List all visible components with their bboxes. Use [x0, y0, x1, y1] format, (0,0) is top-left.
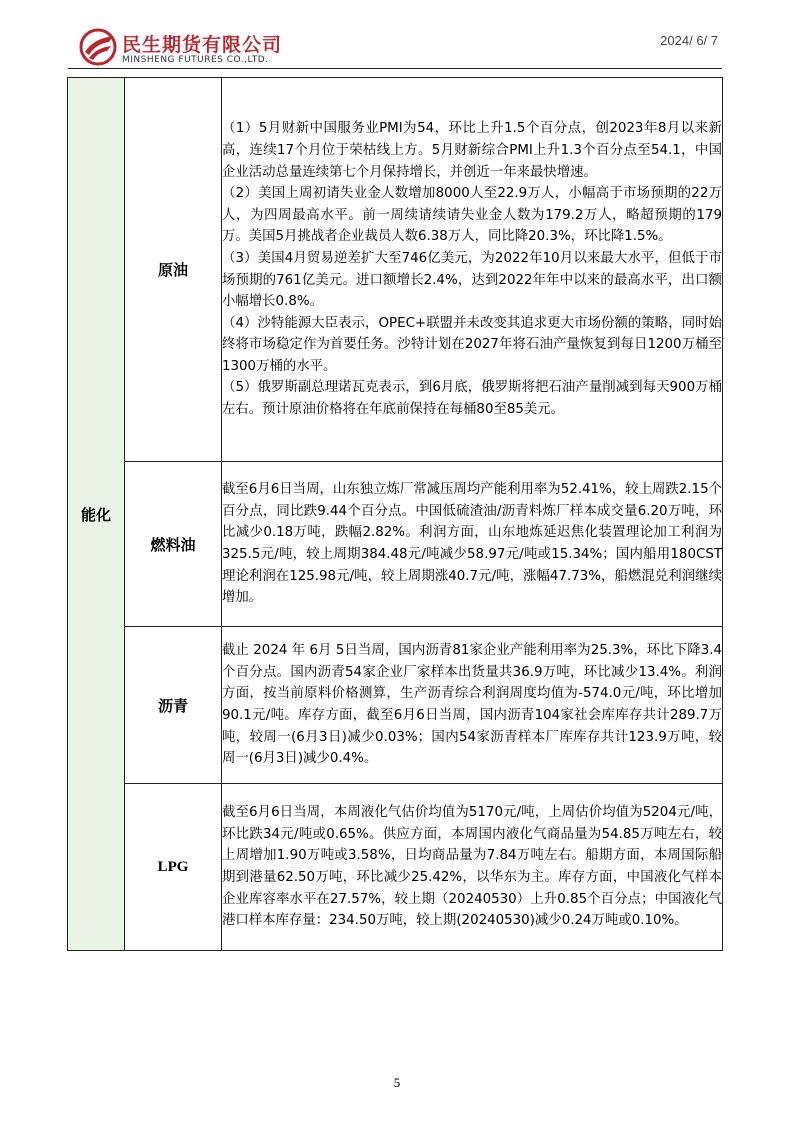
table-row [68, 78, 723, 462]
commodity-content [222, 78, 723, 462]
company-name-cn: 民生期货有限公司 [122, 34, 283, 56]
paragraph: （3）美国4月贸易逆差扩大至746亿美元，为2022年10月以来最大水平，但低于市场预期的761亿美元。进口额增长2.4%，达到2022年年中以来的最高水平，出口额小幅增长0.8%。 [222, 250, 722, 310]
commodity-content [222, 462, 723, 627]
category-label: 能化 [80, 505, 111, 524]
table-row [68, 462, 723, 627]
paragraph: （4）沙特能源大臣表示，OPEC+联盟并未改变其追求更大市场份额的策略，同时始终将市场稳定作为首要任务。沙特计划在2027年将石油产量恢复到每日1200万桶至1300万桶的水平。 [222, 315, 722, 374]
header-divider [68, 68, 722, 69]
paragraph: 截止 2024 年 6月 5日当周，国内沥青81家企业产能利用率为25.3%，环比下降3.4个百分点。国内沥青54家企业厂家样本出货量共36.9万吨，环比减少13.4%。利润方面，按当前原料价格测算，生产沥青综合利润周度均值为-574.0元/吨，环比增加90.1元/吨。库存方面，截至6月6日当周，国内沥青104家社会库库存共计289.7万吨，较周一(6月3日)减少0.03%；国内54家沥青样本厂库库存共计123.9万吨，较周一(6月3日)减少0.4%。 [222, 643, 722, 767]
commodity-name: 沥青 [125, 627, 222, 784]
table-row [68, 627, 723, 784]
commodity-name: 燃料油 [125, 462, 222, 627]
commodity-content [222, 784, 723, 951]
paragraph: （2）美国上周初请失业金人数增加8000人至22.9万人，小幅高于市场预期的22万人，为四周最高水平。前一周续请续请失业金人数为179.2万人，略超预期的179万。美国5月挑战者企业裁员人数6.38万人，同比降20.3%，环比降1.5%。 [222, 186, 722, 245]
paragraph: 截至6月6日当周，山东独立炼厂常减压周均产能利用率为52.41%，较上周跌2.15个百分点，同比跌9.44个百分点。中国低硫渣油/沥青料炼厂样本成交量6.20万吨，环比减少0.18万吨，跌幅2.82%。利润方面，山东地炼延迟焦化装置理论加工利润为325.5元/吨，较上周期384.48元/吨减少58.97元/吨或15.34%；国内船用180CST理论利润在125.98元/吨，较上周期涨40.7元/吨，涨幅47.73%，船燃混兑利润继续增加。 [222, 482, 722, 606]
table-row [68, 784, 723, 951]
report-date: 2024/ 6/ 7 [660, 33, 718, 48]
commodity-table [67, 77, 723, 951]
category-cell [68, 78, 125, 951]
commodity-name: LPG [125, 784, 222, 951]
page-header [0, 0, 794, 70]
page-number: 5 [393, 1075, 401, 1090]
paragraph: （5）俄罗斯副总理诺瓦克表示，到6月底，俄罗斯将把石油产量削减到每天900万桶左右。预计原油价格将在年底前保持在每桶80至85美元。 [222, 380, 722, 418]
company-logo-icon [79, 28, 117, 66]
paragraph: 截至6月6日当周，本周液化气估价均值为5170元/吨，上周估价均值为5204元/吨，环比跌34元/吨或0.65%。供应方面，本周国内液化气商品量为54.85万吨左右，较上周增加1.90万吨或3.58%，日均商品量为7.84万吨左右。船期方面，本周国际船期到港量62.50万吨，环比减少25.42%，以华东为主。库存方面，中国液化气样本企业库容率水平在27.57%，较上期（20240530）上升0.85个百分点；中国液化气港口样本库存量：234.50万吨，较上期(20240530)减少0.24万吨或0.10%。 [222, 805, 722, 929]
company-name-en: MINSHENG FUTURES CO.,LTD. [122, 55, 269, 65]
commodity-name: 原油 [125, 78, 222, 462]
commodity-content [222, 627, 723, 784]
paragraph: （1）5月财新中国服务业PMI为54，环比上升1.5个百分点，创2023年8月以来新高，连续17个月位于荣枯线上方。5月财新综合PMI上升1.3个百分点至54.1，中国企业活动总量连续第七个月保持增长，并创近一年来最快增速。 [222, 121, 722, 180]
